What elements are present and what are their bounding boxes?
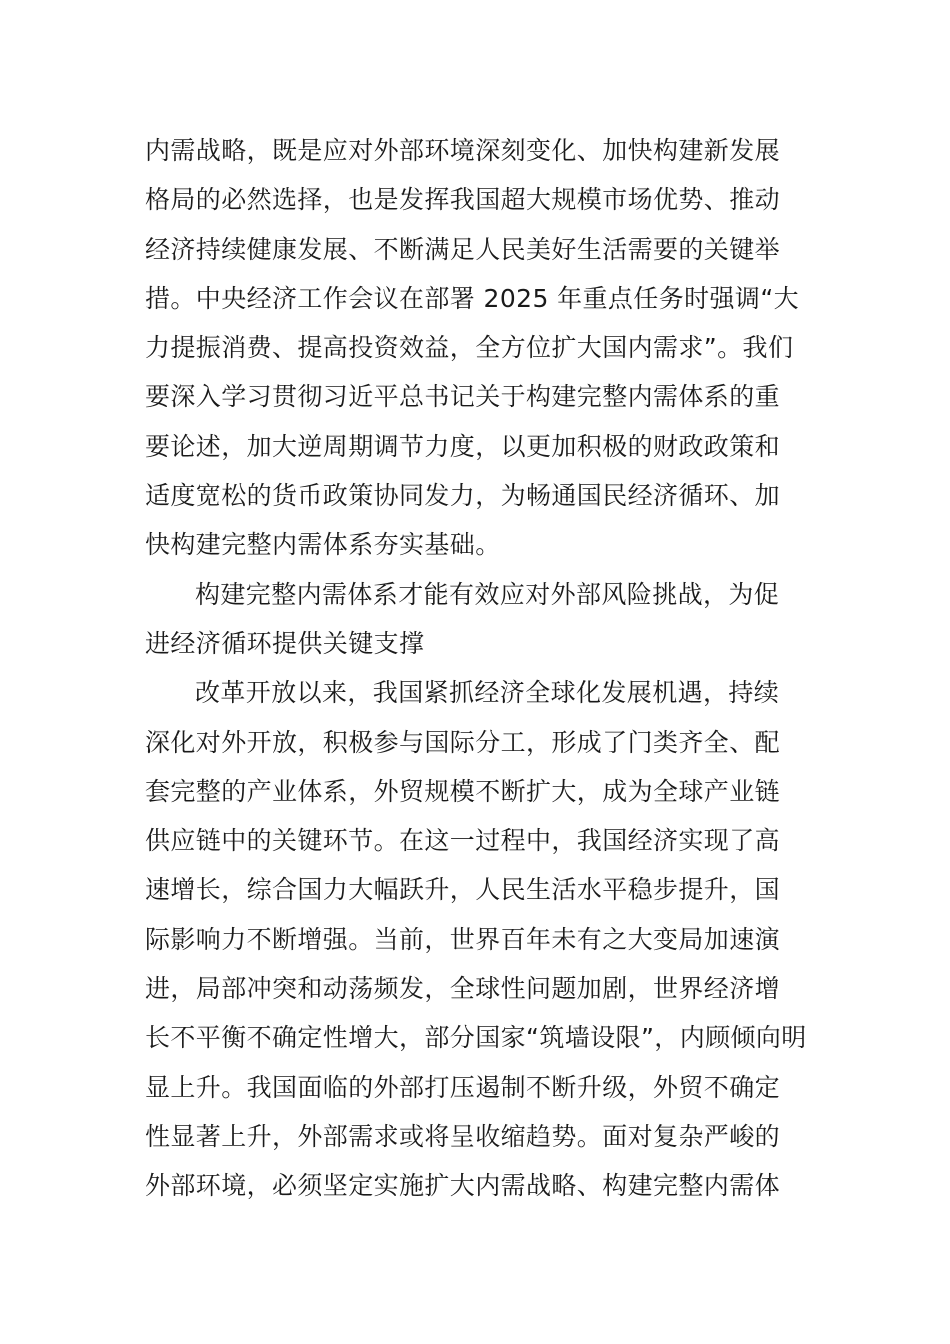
text-line: 性显著上升，外部需求或将呈收缩趋势。面对复杂严峻的 [145, 1121, 781, 1151]
text-line: 供应链中的关键环节。在这一过程中，我国经济实现了高 [145, 826, 781, 856]
section-heading [145, 570, 810, 669]
text-line: 深化对外开放，积极参与国际分工，形成了门类齐全、配 [145, 727, 781, 757]
text-line: 长不平衡不确定性增大，部分国家“筑墙设限”，内顾倾向明 [145, 1023, 807, 1053]
text-line: 速增长，综合国力大幅跃升，人民生活水平稳步提升，国 [145, 875, 781, 905]
text-line: 内需战略，既是应对外部环境深刻变化、加快构建新发展 [145, 136, 781, 165]
text-line: 要论述，加大逆周期调节力度，以更加积极的财政政策和 [145, 431, 781, 461]
paragraph-reform [145, 668, 810, 1210]
document-body [145, 126, 810, 1211]
text-line: 要深入学习贯彻习近平总书记关于构建完整内需体系的重 [145, 382, 781, 412]
text-line: 措。中央经济工作会议在部署 2025 年重点任务时强调“大 [145, 283, 800, 313]
text-line: 进经济循环提供关键支撑 [145, 628, 425, 658]
text-line: 际影响力不断增强。当前，世界百年未有之大变局加速演 [145, 924, 781, 954]
text-line: 格局的必然选择，也是发挥我国超大规模市场优势、推动 [145, 185, 781, 215]
text-line: 外部环境，必须坚定实施扩大内需战略、构建完整内需体 [145, 1171, 781, 1201]
text-line: 显上升。我国面临的外部打压遏制不断升级，外贸不确定 [145, 1072, 781, 1102]
text-line: 快构建完整内需体系夯实基础。 [145, 530, 501, 560]
text-line: 经济持续健康发展、不断满足人民美好生活需要的关键举 [145, 234, 781, 264]
text-line: 改革开放以来，我国紧抓经济全球化发展机遇，持续 [195, 678, 780, 708]
text-line: 构建完整内需体系才能有效应对外部风险挑战，为促 [195, 579, 780, 609]
text-line: 进，局部冲突和动荡频发，全球性问题加剧，世界经济增 [145, 974, 781, 1004]
text-line: 力提振消费、提高投资效益，全方位扩大国内需求”。我们 [145, 333, 794, 363]
text-line: 套完整的产业体系，外贸规模不断扩大，成为全球产业链 [145, 776, 781, 806]
text-line: 适度宽松的货币政策协同发力，为畅通国民经济循环、加 [145, 481, 781, 511]
paragraph-intro [145, 126, 810, 570]
